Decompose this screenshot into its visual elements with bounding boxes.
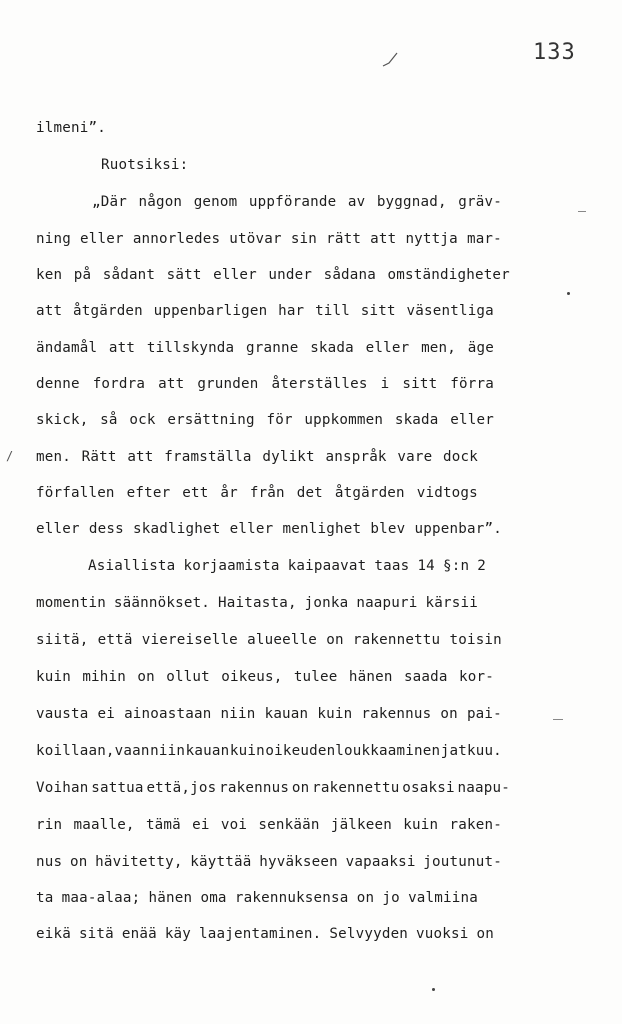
word: rakennus [361,706,432,722]
word: åtgärden [72,303,143,319]
margin-dot [567,292,570,295]
word: kuin [36,669,71,685]
word: toisin [449,632,502,648]
word: maalle, [73,817,135,833]
word: ning [36,231,71,247]
word: skada [310,340,354,356]
word: momentin [36,595,106,611]
word: Haitasta, [218,595,297,611]
word: sådana [323,267,377,283]
word: jatkuu. [440,743,502,759]
word: niin [150,743,186,759]
word: rakennus [219,780,290,796]
word: omständigheter [387,267,510,283]
word: sattua [91,780,144,796]
text-line-13 [88,558,486,574]
word: sin [290,231,318,247]
word: osaksi [402,780,455,796]
word: nyttja [405,231,458,247]
word: vidtogs [416,485,478,501]
word: Asiallista [88,558,176,574]
word: kuin [229,743,265,759]
word: tillskynda [146,340,235,356]
word: åtgärden [334,485,405,501]
word: i [380,376,390,392]
word: alueelle [247,632,318,648]
word: on [440,706,458,722]
word: kuin [403,817,439,833]
word: hänen [148,890,193,906]
word: „Där [92,194,127,210]
word: sitt [360,303,396,319]
word: joutunut- [423,854,502,870]
word: jo [382,890,400,906]
word: menlighet [282,521,362,537]
word: Voihan [36,780,89,796]
word: att [370,231,397,247]
text-line-4 [36,231,502,247]
word: att [158,376,185,392]
word: gräv- [458,194,502,210]
text-line-23 [36,926,494,942]
word: eller [36,521,80,537]
word: kärsii [425,595,478,611]
word: ändamål [36,340,98,356]
text-line-7 [36,340,494,356]
margin-tick-mark: / [6,449,14,463]
word: fordra [92,376,146,392]
word: käyttää [190,854,252,870]
word: raken- [449,817,502,833]
word: hyväkseen [259,854,338,870]
word: rakennettu [312,780,400,796]
word: Rätt [81,449,117,465]
word: sätt [166,267,202,283]
word: oikeudenloukkaaminen [265,743,441,759]
word: sådant [102,267,156,283]
text-line-22 [36,890,478,906]
word: jonka [304,595,349,611]
word: nus [36,854,63,870]
word: naapu- [457,780,510,796]
word: 2 [477,558,486,574]
text-line-14 [36,595,478,611]
text-line-21 [36,854,502,870]
word: jälkeen [330,817,393,833]
word: att [36,303,63,319]
word: enää [121,926,157,942]
text-line-18 [36,743,502,759]
word: under [268,267,313,283]
word: voi [220,817,248,833]
word: kauan [185,743,230,759]
word: vausta [36,706,89,722]
word: korjaamista [183,558,280,574]
word: från [249,485,285,501]
word: §:n [442,558,470,574]
word: saada [403,669,448,685]
word: rakennuksensa [234,890,349,906]
word: kaipaavat [287,558,367,574]
word: grunden [197,376,259,392]
word: uppkommen [304,412,384,428]
text-line-5 [36,267,510,283]
word: 14 [417,558,435,574]
word: uppenbar”. [414,521,502,537]
word: så [100,412,118,428]
word: oikeus, [221,669,283,685]
word: tämä [145,817,181,833]
word: uppenbarligen [153,303,268,319]
word: kuin [317,706,353,722]
word: on [137,669,155,685]
word: Selvyyden [329,926,409,942]
word: framställa [164,449,252,465]
pencil-check-mark [380,50,400,70]
word: eller [450,412,494,428]
word: rakennettu [352,632,441,648]
word: ersättning [167,412,255,428]
word: förfallen [36,485,115,501]
text-line-10 [36,449,478,465]
text-line-6 [36,303,494,319]
word: laajentaminen. [199,926,322,942]
word: on [356,890,375,906]
word: dess [88,521,124,537]
word: byggnad, [376,194,447,210]
word: förra [450,376,494,392]
word: että [97,632,133,648]
word: oma [200,890,227,906]
word: eller [229,521,274,537]
word: ainoastaan [124,706,212,722]
word: äge [467,340,494,356]
word: hävitetty, [95,854,183,870]
word: granne [246,340,299,356]
word: kor- [459,669,494,685]
word: har [278,303,305,319]
word: denne [36,376,80,392]
word: efter [126,485,171,501]
word: utövar [229,231,282,247]
word: till [315,303,351,319]
word: pai- [466,706,502,722]
word: viereiselle [141,632,238,648]
word: on [476,926,494,942]
page-number: 133 [533,40,576,65]
text-line-20 [36,817,502,833]
word: mihin [82,669,127,685]
word: niin [220,706,256,722]
word: on [69,854,88,870]
word: koillaan,vaan [36,743,150,759]
text-line-8 [36,376,494,392]
word: rätt [326,231,362,247]
word: att [127,449,154,465]
word: siitä, [36,632,89,648]
word: hänen [348,669,393,685]
word: ollut [166,669,210,685]
word: för [266,412,293,428]
word: någon [138,194,183,210]
word: dock [443,449,478,465]
word: återställes [271,376,368,392]
word: skick, [36,412,89,428]
word: på [73,267,92,283]
word: dylikt [262,449,315,465]
text-line-2: Ruotsiksi: [101,157,189,173]
word: väsentliga [406,303,494,319]
word: on [326,632,344,648]
word: vuoksi [416,926,469,942]
text-line-15 [36,632,502,648]
word: år [220,485,238,501]
word: ock [129,412,156,428]
text-line-11 [36,485,478,501]
word: vapaaksi [345,854,416,870]
margin-dash [578,211,586,212]
text-line-17 [36,706,502,722]
word: ta [36,890,54,906]
word: genom [193,194,238,210]
word: det [296,485,323,501]
word: vare [397,449,433,465]
text-line-3 [92,194,502,210]
word: ei [192,817,210,833]
word: säännökset. [113,595,211,611]
word: eller [80,231,124,247]
word: ei [97,706,115,722]
word: käy [164,926,192,942]
word: uppförande [248,194,337,210]
text-line-16 [36,669,494,685]
margin-dash [553,719,563,720]
word: rin [36,817,63,833]
margin-dot [432,988,435,991]
word: taas [374,558,410,574]
word: ett [182,485,209,501]
word: men, [421,340,457,356]
text-line-19 [36,780,510,796]
word: senkään [258,817,320,833]
word: men. [36,449,71,465]
word: anspråk [325,449,387,465]
word: eller [365,340,410,356]
text-line-9 [36,412,494,428]
word: eller [213,267,257,283]
word: att [108,340,136,356]
text-line-12 [36,521,502,537]
word: sitä [78,926,114,942]
word: blev [370,521,406,537]
word: skadlighet [133,521,221,537]
word: mar- [466,231,502,247]
word: eikä [36,926,71,942]
word: valmiina [408,890,478,906]
word: sitt [402,376,438,392]
word: on [291,780,310,796]
word: maa-alaa; [61,890,141,906]
word: annorledes [132,231,221,247]
word: av [347,194,366,210]
text-line-1: ilmeni”. [36,120,106,136]
word: skada [394,412,439,428]
word: että,jos [146,780,217,796]
word: tulee [293,669,338,685]
word: naapuri [356,595,418,611]
word: ken [36,267,63,283]
word: kauan [264,706,309,722]
